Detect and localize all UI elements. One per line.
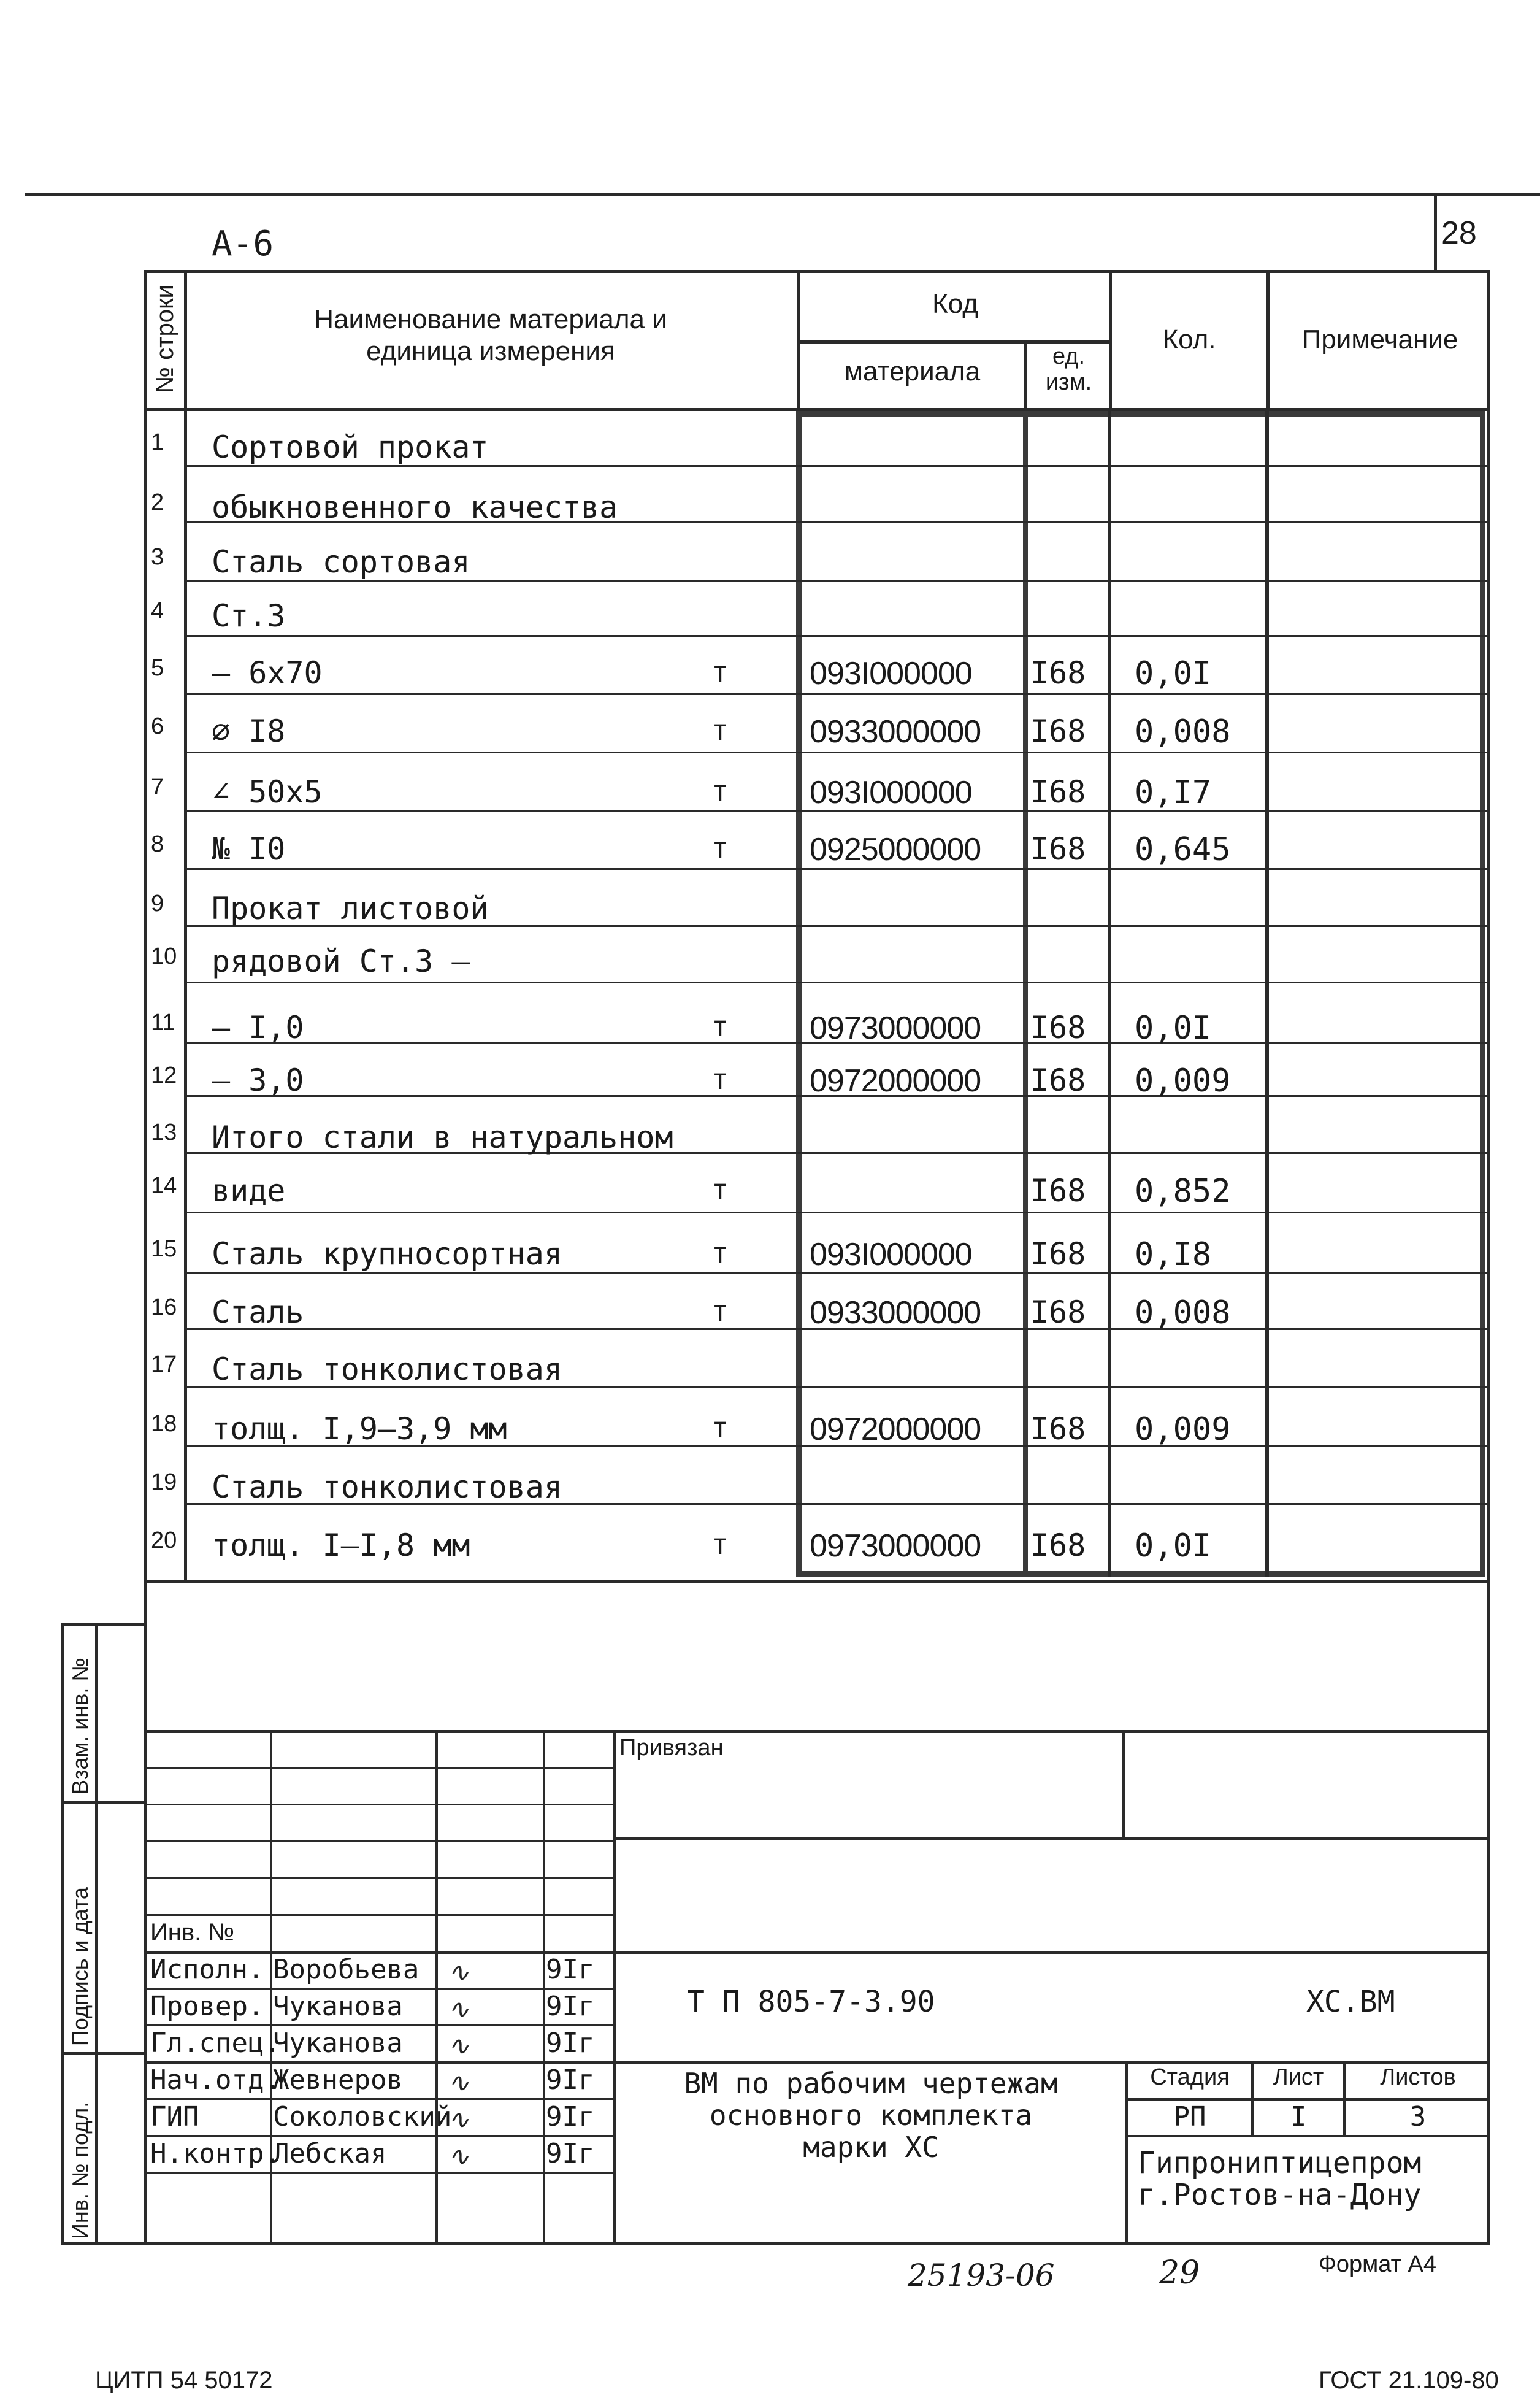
- material-code: 0933000000: [810, 1295, 981, 1331]
- material-name: Сталь тонколистовая: [212, 1469, 562, 1505]
- uom-code: I68: [1030, 774, 1086, 810]
- data-col-uom: [1023, 411, 1028, 1577]
- tb-rule-d: [144, 1840, 616, 1842]
- tb-stage: РП: [1173, 2101, 1206, 2132]
- tb-rule-m: [144, 2172, 616, 2174]
- side-label-inv-podl: Инв. № подл.: [67, 2101, 93, 2239]
- material-code: 0973000000: [810, 1528, 981, 1564]
- side-label-vzam: Взам. инв. №: [67, 1657, 93, 1794]
- quantity: 0,008: [1135, 713, 1231, 750]
- role-date: 9Iг: [546, 1991, 595, 2022]
- row-separator: [184, 693, 1487, 695]
- role-date: 9Iг: [546, 2028, 595, 2059]
- signature-mark: ∿: [448, 2067, 470, 2097]
- role-label: Гл.спец.: [150, 2028, 280, 2059]
- header-qty: Кол.: [1162, 325, 1216, 355]
- table-row: [147, 1411, 1368, 1448]
- table-row: [147, 1120, 1368, 1156]
- row-number: 7: [151, 774, 164, 800]
- uom-code: I68: [1030, 1173, 1086, 1209]
- quantity: 0,0I: [1135, 1010, 1212, 1047]
- material-code: 0925000000: [810, 832, 981, 867]
- tb-mark: ХС.ВМ: [1306, 1985, 1395, 2019]
- material-name: Сталь сортовая: [212, 544, 470, 580]
- header-code: Код: [932, 289, 978, 319]
- quantity: 0,852: [1135, 1173, 1231, 1210]
- uom-code: I68: [1030, 1063, 1086, 1098]
- role-label: Провер.: [150, 1991, 264, 2022]
- tb-col-4: [613, 1730, 616, 2245]
- material-name: толщ. I,9–3,9 мм: [212, 1411, 507, 1447]
- footer-format: Формат А4: [1319, 2251, 1437, 2277]
- header-material: материала: [844, 356, 981, 386]
- tb-privyazan: Привязан: [619, 1735, 724, 1761]
- data-col-qty: [1108, 411, 1111, 1577]
- table-row: [147, 1469, 1368, 1506]
- row-number: 17: [151, 1351, 177, 1377]
- material-code: 093I000000: [810, 775, 972, 810]
- material-name: ∠ 50x5: [212, 774, 323, 810]
- material-name: Сталь: [212, 1294, 304, 1330]
- unit: т: [711, 831, 729, 864]
- material-name: № I0: [212, 831, 286, 867]
- unit: т: [711, 1528, 729, 1561]
- table-row: [147, 490, 1368, 526]
- material-name: толщ. I–I,8 мм: [212, 1528, 470, 1563]
- row-number: 20: [151, 1528, 177, 1553]
- unit: т: [711, 1236, 729, 1269]
- quantity: 0,645: [1135, 831, 1231, 868]
- row-number: 3: [151, 544, 164, 570]
- role-date: 9Iг: [546, 2138, 595, 2169]
- row-number: 15: [151, 1236, 177, 1262]
- table-row: [147, 429, 1368, 466]
- row-number: 12: [151, 1063, 177, 1088]
- material-code: 0933000000: [810, 714, 981, 750]
- uom-code: I68: [1030, 1010, 1086, 1045]
- tb-rule-stage: [1125, 2098, 1490, 2101]
- unit: т: [711, 1411, 729, 1444]
- row-separator: [184, 752, 1487, 753]
- table-row: [147, 891, 1368, 928]
- row-number: 9: [151, 891, 164, 917]
- top-rule: [25, 193, 1540, 196]
- tb-rule-a: [144, 1767, 616, 1769]
- signature-mark: ∿: [448, 2031, 470, 2061]
- uom-code: I68: [1030, 1528, 1086, 1563]
- material-code: 093I000000: [810, 1237, 972, 1272]
- header-row-no: № строки: [151, 285, 178, 393]
- side-stamp-rule-2: [61, 2052, 144, 2055]
- material-name: Ст.3: [212, 598, 286, 634]
- row-number: 18: [151, 1411, 177, 1437]
- unit: т: [711, 1294, 729, 1328]
- footer-inv-number: 25193-06: [908, 2258, 1055, 2293]
- role-name: Жевнеров: [273, 2064, 403, 2096]
- row-separator: [184, 982, 1487, 983]
- tb-rule-b: [144, 1804, 616, 1805]
- row-number: 1: [151, 429, 164, 455]
- tb-description: ВМ по рабочим чертежам основного комплекта марки ХС: [684, 2067, 1058, 2164]
- unit: т: [711, 1173, 729, 1206]
- table-row: [147, 655, 1368, 692]
- row-number: 19: [151, 1469, 177, 1495]
- table-row: [147, 1173, 1368, 1210]
- table-row: [147, 774, 1368, 811]
- role-label: ГИП: [150, 2101, 199, 2132]
- uom-code: I68: [1030, 655, 1086, 691]
- tb-rule-top: [144, 1730, 1490, 1733]
- tb-rule-c: [613, 1837, 1490, 1840]
- role-name: Чуканова: [273, 2028, 403, 2059]
- uom-code: I68: [1030, 831, 1086, 867]
- signature-mark: ∿: [448, 1994, 470, 2024]
- role-name: Соколовский: [273, 2101, 452, 2132]
- material-name: Сталь крупносортная: [212, 1236, 562, 1272]
- material-code: 0972000000: [810, 1412, 981, 1447]
- tb-sheets: 3: [1409, 2101, 1427, 2132]
- row-separator: [184, 1212, 1487, 1213]
- table-row: [147, 1528, 1368, 1564]
- material-code: 0972000000: [810, 1063, 981, 1099]
- tb-inv-no: Инв. №: [150, 1919, 235, 1946]
- footer-left-code: ЦИТП 54 50172: [95, 2367, 273, 2394]
- unit: т: [711, 1063, 729, 1096]
- tb-rule-h: [144, 1988, 616, 1990]
- unit: т: [711, 1010, 729, 1043]
- tb-rule-e: [144, 1877, 616, 1879]
- tb-stage-header: Стадия: [1150, 2064, 1230, 2090]
- material-code: 093I000000: [810, 656, 972, 691]
- table-row: [147, 1063, 1368, 1099]
- row-number: 11: [151, 1010, 175, 1036]
- row-number: 4: [151, 598, 164, 624]
- material-name: рядовой Ст.3 –: [212, 944, 470, 979]
- row-separator: [184, 635, 1487, 637]
- material-name: Сортовой прокат: [212, 429, 489, 465]
- tb-rule-f: [144, 1914, 616, 1916]
- quantity: 0,008: [1135, 1294, 1231, 1331]
- tb-organization: Гипрониптицепром г.Ростов-на-Дону: [1138, 2146, 1422, 2212]
- data-col-note: [1265, 411, 1269, 1577]
- quantity: 0,009: [1135, 1411, 1231, 1448]
- unit: т: [711, 774, 729, 807]
- tb-rule-k: [144, 2098, 616, 2100]
- header-note: Примечание: [1301, 325, 1458, 355]
- material-name: обыкновенного качества: [212, 490, 618, 525]
- material-name: виде: [212, 1173, 286, 1209]
- table-row: [147, 831, 1368, 868]
- row-number: 2: [151, 490, 164, 515]
- material-name: ⌀ I8: [212, 713, 286, 749]
- table-row: [147, 544, 1368, 581]
- role-date: 9Iг: [546, 2101, 595, 2132]
- side-stamp-rule-1: [61, 1801, 144, 1804]
- table-row: [147, 713, 1368, 750]
- tb-col-3: [543, 1730, 545, 2245]
- footer-page: 29: [1159, 2255, 1200, 2291]
- role-label: Исполн.: [150, 1954, 264, 1985]
- material-name: Прокат листовой: [212, 891, 489, 926]
- row-number: 14: [151, 1173, 177, 1199]
- row-number: 6: [151, 713, 164, 739]
- signature-mark: ∿: [448, 2104, 470, 2134]
- row-number: 10: [151, 944, 177, 969]
- row-number: 8: [151, 831, 164, 857]
- row-separator: [184, 868, 1487, 870]
- tb-sheets-header: Листов: [1380, 2064, 1456, 2090]
- tb-col-5: [1122, 1730, 1125, 1837]
- table-row: [147, 1010, 1368, 1047]
- role-date: 9Iг: [546, 1954, 595, 1985]
- data-columns-box: [796, 411, 1485, 1577]
- row-number: 13: [151, 1120, 177, 1145]
- tb-rule-stage2: [1125, 2135, 1490, 2137]
- material-name: Сталь тонколистовая: [212, 1351, 562, 1387]
- tb-doc-code: Т П 805-7-3.90: [687, 1985, 935, 2019]
- header-uom: ед. изм.: [1045, 344, 1092, 395]
- material-code: 0973000000: [810, 1010, 981, 1046]
- role-label: Н.контр.: [150, 2138, 280, 2169]
- role-name: Лебская: [273, 2138, 387, 2169]
- tb-rule-i: [144, 2024, 616, 2026]
- table-row: [147, 1236, 1368, 1273]
- header-name: Наименование материала и единица измерения: [314, 304, 667, 366]
- form-label: А-6: [212, 224, 274, 264]
- tb-sheet: I: [1290, 2101, 1307, 2132]
- row-number: 5: [151, 655, 164, 681]
- role-date: 9Iг: [546, 2064, 595, 2096]
- unit: т: [711, 713, 729, 747]
- tb-col-2: [435, 1730, 438, 2245]
- material-name: – I,0: [212, 1010, 304, 1045]
- side-stamp-divider: [95, 1623, 98, 2245]
- uom-code: I68: [1030, 713, 1086, 749]
- table-row: [147, 1294, 1368, 1331]
- row-number: 16: [151, 1294, 177, 1320]
- quantity: 0,0I: [1135, 1528, 1212, 1564]
- material-name: – 6x70: [212, 655, 323, 691]
- role-name: Воробьева: [273, 1954, 419, 1985]
- uom-code: I68: [1030, 1294, 1086, 1330]
- table-row: [147, 598, 1368, 635]
- uom-code: I68: [1030, 1236, 1086, 1272]
- signature-mark: ∿: [448, 1957, 470, 1987]
- sheet-number: 28: [1441, 215, 1477, 251]
- quantity: 0,009: [1135, 1063, 1231, 1099]
- uom-code: I68: [1030, 1411, 1086, 1447]
- material-name: Итого стали в натуральном: [212, 1120, 673, 1155]
- unit: т: [711, 655, 729, 688]
- tb-rule-l: [144, 2135, 616, 2137]
- quantity: 0,0I: [1135, 655, 1212, 692]
- tb-sheet-header: Лист: [1273, 2064, 1324, 2090]
- footer-gost: ГОСТ 21.109-80: [1319, 2367, 1499, 2394]
- role-label: Нач.отд.: [150, 2064, 280, 2096]
- side-label-podpis: Подпись и дата: [67, 1887, 93, 2046]
- role-name: Чуканова: [273, 1991, 403, 2022]
- quantity: 0,I8: [1135, 1236, 1212, 1273]
- quantity: 0,I7: [1135, 774, 1212, 811]
- material-name: – 3,0: [212, 1063, 304, 1098]
- table-row: [147, 944, 1368, 980]
- signature-mark: ∿: [448, 2141, 470, 2171]
- table-row: [147, 1351, 1368, 1388]
